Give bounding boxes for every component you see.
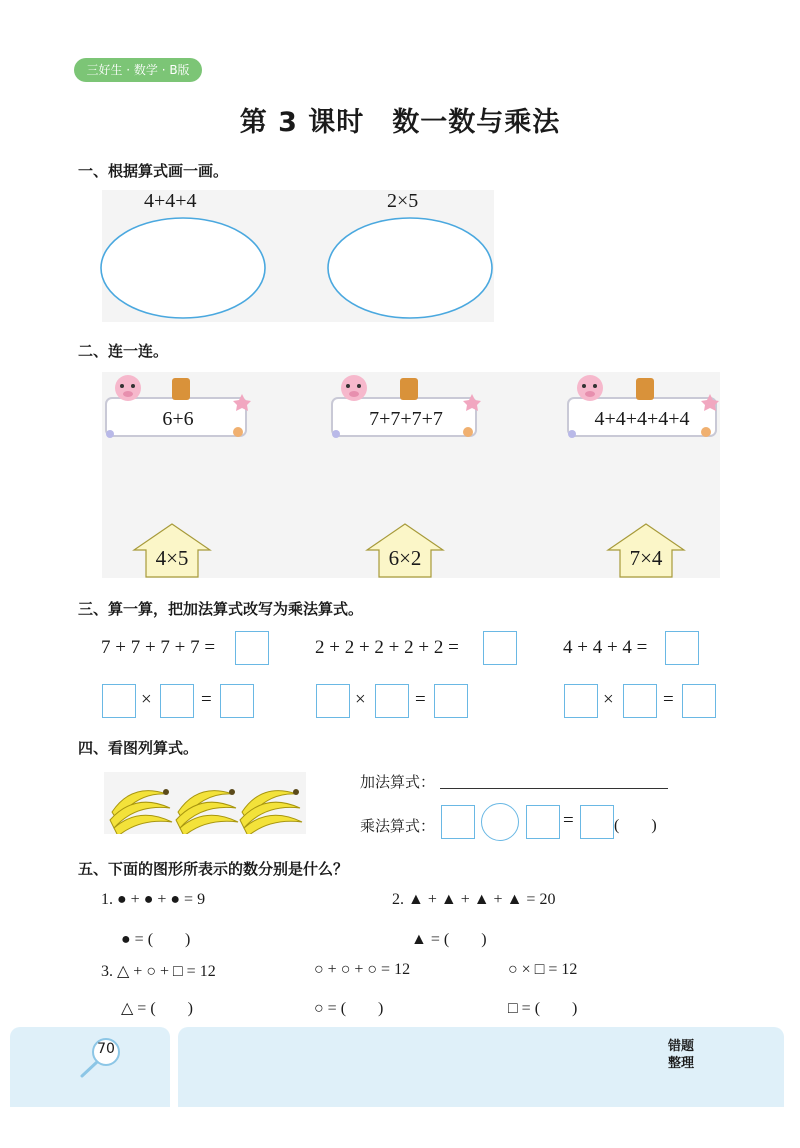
add-expr-1: 7 + 7 + 7 + 7 = bbox=[101, 637, 216, 658]
factor-box[interactable] bbox=[102, 684, 136, 718]
series-badge: 三好生 · 数学 · B版 bbox=[74, 58, 202, 82]
card-2-expr: 7+7+7+7 bbox=[369, 408, 443, 430]
house-1-expr: 4×5 bbox=[155, 546, 189, 570]
equals-sign: = bbox=[563, 810, 574, 831]
answer-box[interactable] bbox=[483, 631, 517, 665]
answer-box[interactable] bbox=[665, 631, 699, 665]
expr-1: 4+4+4 bbox=[144, 190, 197, 212]
q5-1: 1. ● + ● + ● = 9 bbox=[101, 891, 206, 908]
q5-3b: ○ + ○ + ○ = 12 bbox=[314, 961, 411, 978]
mul-formula-label: 乘法算式： bbox=[360, 817, 436, 835]
equals-sign: = bbox=[415, 689, 426, 710]
house-1[interactable] bbox=[132, 522, 212, 578]
factor-box[interactable] bbox=[375, 684, 409, 718]
error-label-1: 错题 bbox=[668, 1039, 695, 1054]
equals-sign: = bbox=[663, 689, 674, 710]
product-box[interactable] bbox=[580, 805, 614, 839]
section-2-heading: 二、连一连。 bbox=[78, 342, 169, 360]
equals-sign: = bbox=[201, 689, 212, 710]
error-label-2: 整理 bbox=[668, 1056, 695, 1071]
section-4-heading: 四、看图列算式。 bbox=[78, 739, 199, 757]
add-formula-line[interactable] bbox=[440, 788, 668, 789]
operator-circle[interactable] bbox=[481, 803, 519, 841]
times-sign: × bbox=[141, 689, 152, 710]
card-3-expr: 4+4+4+4+4 bbox=[594, 408, 690, 430]
banana-picture bbox=[104, 772, 306, 834]
product-box[interactable] bbox=[220, 684, 254, 718]
section-5-heading: 五、下面的图形所表示的数分别是什么？ bbox=[78, 860, 349, 878]
house-3-expr: 7×4 bbox=[629, 546, 663, 570]
factor-box[interactable] bbox=[526, 805, 560, 839]
unit-blank[interactable]: ( ) bbox=[614, 817, 657, 834]
house-3[interactable] bbox=[606, 522, 686, 578]
card-1[interactable] bbox=[100, 372, 256, 444]
times-sign: × bbox=[355, 689, 366, 710]
q5-1-answer[interactable]: ● = ( ) bbox=[121, 931, 191, 948]
q5-3b-answer[interactable]: ○ = ( ) bbox=[314, 1000, 384, 1017]
q5-2: 2. ▲ + ▲ + ▲ + ▲ = 20 bbox=[392, 891, 556, 908]
factor-box[interactable] bbox=[623, 684, 657, 718]
page-number: 70 bbox=[97, 1041, 115, 1057]
factor-box[interactable] bbox=[564, 684, 598, 718]
banana-bunches-icon bbox=[104, 772, 306, 834]
section-1-heading: 一、根据算式画一画。 bbox=[78, 162, 229, 180]
section-3-heading: 三、算一算，把加法算式改写为乘法算式。 bbox=[78, 600, 364, 618]
add-expr-3: 4 + 4 + 4 = bbox=[563, 637, 648, 658]
q5-3a-answer[interactable]: △ = ( ) bbox=[121, 1000, 193, 1017]
card-2[interactable] bbox=[326, 372, 486, 444]
factor-box[interactable] bbox=[160, 684, 194, 718]
house-2[interactable] bbox=[365, 522, 445, 578]
q5-3c-answer[interactable]: □ = ( ) bbox=[508, 1000, 578, 1017]
q5-3a: 3. △ + ○ + □ = 12 bbox=[101, 963, 216, 980]
ellipse-left bbox=[101, 218, 265, 318]
page-title: 第 3 课时 数一数与乘法 bbox=[239, 107, 561, 138]
factor-box[interactable] bbox=[316, 684, 350, 718]
product-box[interactable] bbox=[434, 684, 468, 718]
answer-box[interactable] bbox=[235, 631, 269, 665]
q5-2-answer[interactable]: ▲ = ( ) bbox=[411, 931, 487, 948]
add-formula-label: 加法算式： bbox=[360, 773, 436, 791]
drawing-ellipses bbox=[95, 212, 515, 324]
house-2-expr: 6×2 bbox=[388, 546, 422, 570]
add-expr-2: 2 + 2 + 2 + 2 + 2 = bbox=[315, 637, 459, 658]
q5-3c: ○ × □ = 12 bbox=[508, 961, 578, 978]
ellipse-right bbox=[328, 218, 492, 318]
card-1-expr: 6+6 bbox=[162, 408, 194, 430]
card-3[interactable] bbox=[562, 372, 722, 444]
product-box[interactable] bbox=[682, 684, 716, 718]
factor-box[interactable] bbox=[441, 805, 475, 839]
expr-2: 2×5 bbox=[387, 190, 419, 212]
times-sign: × bbox=[603, 689, 614, 710]
